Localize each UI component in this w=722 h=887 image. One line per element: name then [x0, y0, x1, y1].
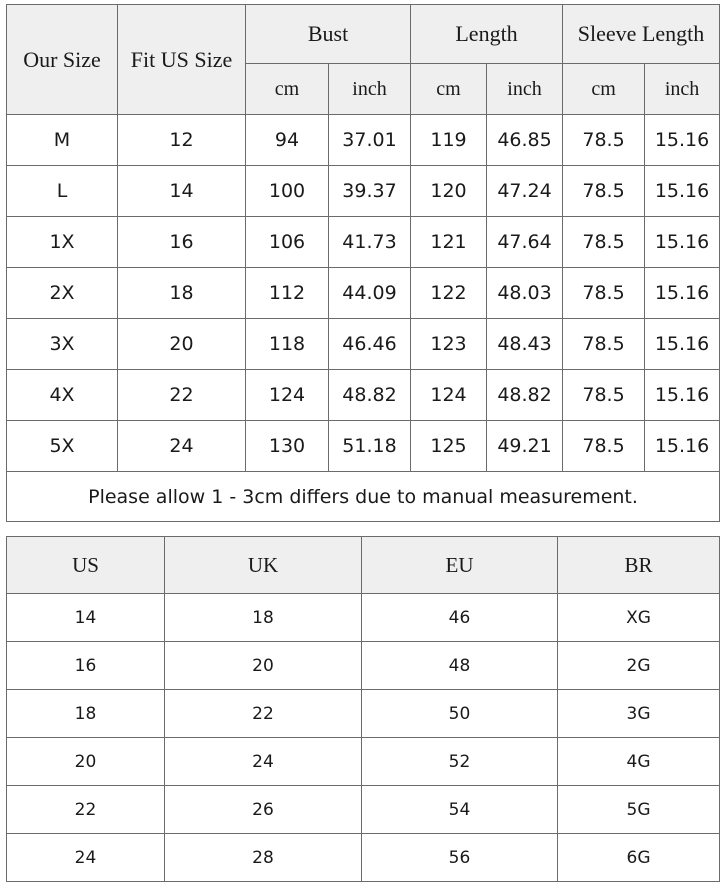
- table-cell: 119: [411, 115, 487, 166]
- table-cell: 22: [165, 690, 362, 738]
- table-cell: 46: [362, 594, 558, 642]
- table-cell: 122: [411, 268, 487, 319]
- table-row: [7, 690, 720, 738]
- table-cell: 15.16: [645, 217, 720, 268]
- table-cell: 51.18: [329, 421, 411, 472]
- table-cell: 24: [7, 834, 165, 882]
- table-cell: 18: [118, 268, 246, 319]
- table-cell: 50: [362, 690, 558, 738]
- table-cell: 125: [411, 421, 487, 472]
- table-cell: 118: [246, 319, 329, 370]
- table-cell: M: [7, 115, 118, 166]
- table-row: [7, 594, 720, 642]
- table-cell: 130: [246, 421, 329, 472]
- table-cell: 94: [246, 115, 329, 166]
- table-cell: 54: [362, 786, 558, 834]
- table-cell: L: [7, 166, 118, 217]
- table-cell: 5G: [558, 786, 720, 834]
- table-cell: 78.5: [563, 115, 645, 166]
- table-cell: 106: [246, 217, 329, 268]
- table-cell: 12: [118, 115, 246, 166]
- table-cell: 4X: [7, 370, 118, 421]
- table-cell: 20: [165, 642, 362, 690]
- table-row: [7, 370, 720, 421]
- table-cell: 48.43: [487, 319, 563, 370]
- table-cell: 14: [118, 166, 246, 217]
- table-cell: 48.82: [487, 370, 563, 421]
- unit-header: inch: [487, 64, 563, 115]
- table-row: [7, 268, 720, 319]
- table-row: [7, 834, 720, 882]
- table-cell: 22: [118, 370, 246, 421]
- table-cell: 15.16: [645, 268, 720, 319]
- header-our-size: Our Size: [7, 5, 118, 115]
- table-cell: 5X: [7, 421, 118, 472]
- table-cell: 46.85: [487, 115, 563, 166]
- table-cell: 48.03: [487, 268, 563, 319]
- table-cell: 46.46: [329, 319, 411, 370]
- header-uk: UK: [165, 537, 362, 594]
- table-cell: 16: [118, 217, 246, 268]
- table-cell: 37.01: [329, 115, 411, 166]
- table-cell: 2G: [558, 642, 720, 690]
- header-bust: Bust: [246, 5, 411, 64]
- table-cell: 78.5: [563, 166, 645, 217]
- table-cell: 78.5: [563, 370, 645, 421]
- table-cell: 47.24: [487, 166, 563, 217]
- table-cell: 14: [7, 594, 165, 642]
- table-cell: XG: [558, 594, 720, 642]
- table-cell: 48.82: [329, 370, 411, 421]
- header-eu: EU: [362, 537, 558, 594]
- table-cell: 100: [246, 166, 329, 217]
- size-chart-table: [6, 4, 720, 522]
- table-cell: 2X: [7, 268, 118, 319]
- header-length: Length: [411, 5, 563, 64]
- table-row: [7, 217, 720, 268]
- table-cell: 121: [411, 217, 487, 268]
- table-cell: 15.16: [645, 115, 720, 166]
- size-conversion-table: [6, 536, 720, 882]
- table-cell: 78.5: [563, 268, 645, 319]
- table-cell: 22: [7, 786, 165, 834]
- table-cell: 4G: [558, 738, 720, 786]
- table-cell: 15.16: [645, 370, 720, 421]
- table-row: [7, 166, 720, 217]
- table-cell: 78.5: [563, 421, 645, 472]
- unit-header: cm: [563, 64, 645, 115]
- header-us: US: [7, 537, 165, 594]
- table-cell: 49.21: [487, 421, 563, 472]
- table-cell: 123: [411, 319, 487, 370]
- table-cell: 15.16: [645, 421, 720, 472]
- table-cell: 112: [246, 268, 329, 319]
- table-cell: 78.5: [563, 319, 645, 370]
- table-cell: 3G: [558, 690, 720, 738]
- unit-header: cm: [246, 64, 329, 115]
- table-cell: 18: [165, 594, 362, 642]
- table-cell: 18: [7, 690, 165, 738]
- table-cell: 47.64: [487, 217, 563, 268]
- header-sleeve-length: Sleeve Length: [563, 5, 720, 64]
- table-cell: 3X: [7, 319, 118, 370]
- table-cell: 15.16: [645, 319, 720, 370]
- table-cell: 124: [246, 370, 329, 421]
- table-cell: 6G: [558, 834, 720, 882]
- table-row: [7, 421, 720, 472]
- unit-header: inch: [329, 64, 411, 115]
- table-row: [7, 319, 720, 370]
- table-cell: 24: [165, 738, 362, 786]
- table-row: [7, 642, 720, 690]
- table-row: [7, 115, 720, 166]
- table-cell: 48: [362, 642, 558, 690]
- table-cell: 52: [362, 738, 558, 786]
- table-cell: 124: [411, 370, 487, 421]
- measurement-note: Please allow 1 - 3cm differs due to manual measurement.: [7, 472, 720, 522]
- table-cell: 16: [7, 642, 165, 690]
- table-cell: 78.5: [563, 217, 645, 268]
- table-cell: 28: [165, 834, 362, 882]
- table-cell: 1X: [7, 217, 118, 268]
- table-cell: 20: [118, 319, 246, 370]
- table-cell: 24: [118, 421, 246, 472]
- table-row: [7, 738, 720, 786]
- table-cell: 15.16: [645, 166, 720, 217]
- table-cell: 26: [165, 786, 362, 834]
- table-cell: 39.37: [329, 166, 411, 217]
- table-row: [7, 786, 720, 834]
- table-cell: 41.73: [329, 217, 411, 268]
- table-cell: 120: [411, 166, 487, 217]
- unit-header: cm: [411, 64, 487, 115]
- table-cell: 20: [7, 738, 165, 786]
- table-cell: 56: [362, 834, 558, 882]
- header-br: BR: [558, 537, 720, 594]
- unit-header: inch: [645, 64, 720, 115]
- table-cell: 44.09: [329, 268, 411, 319]
- header-fit-us-size: Fit US Size: [118, 5, 246, 115]
